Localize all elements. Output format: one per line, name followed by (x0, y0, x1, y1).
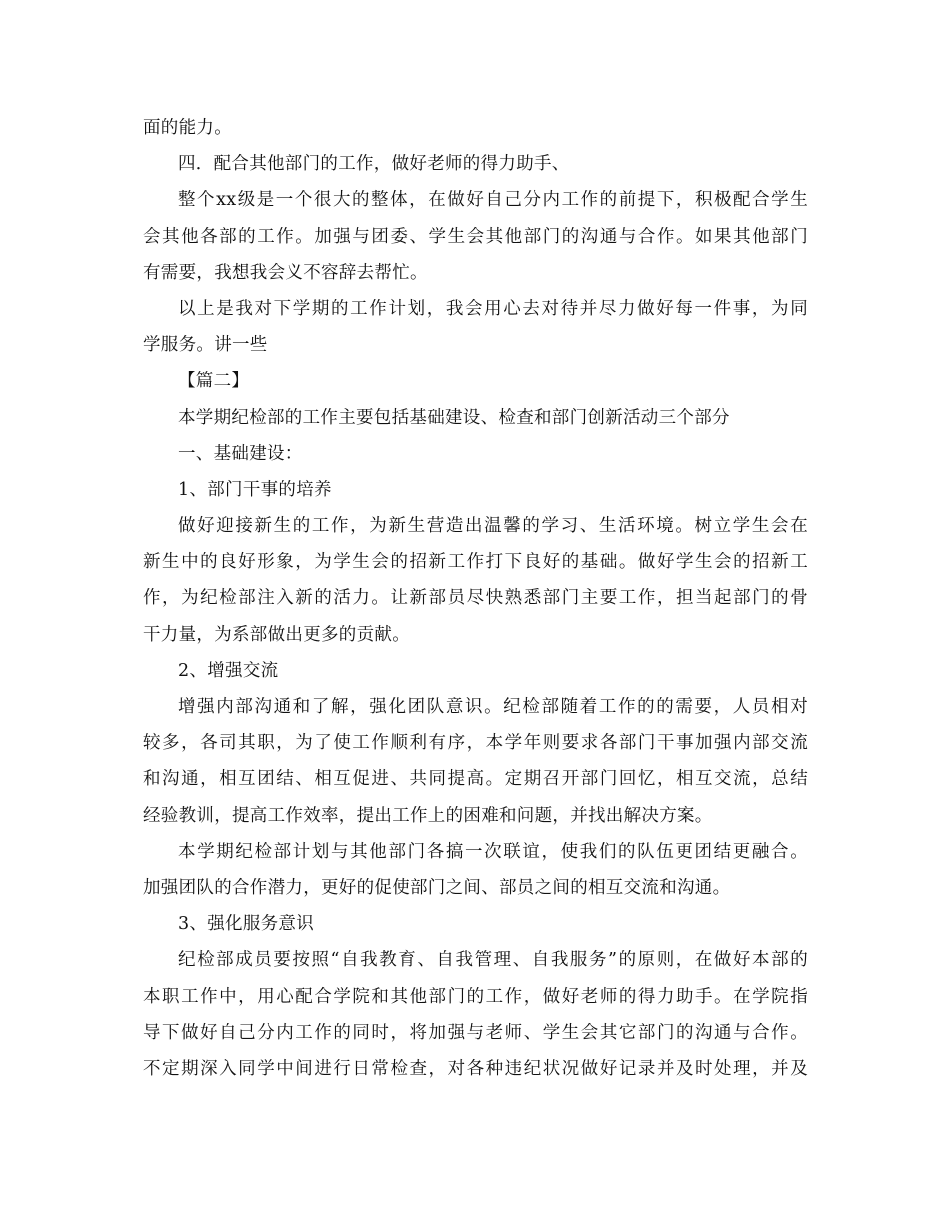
document-body (143, 110, 808, 1087)
text-line: 本学期纪检部的工作主要包括基础建设、检查和部门创新活动三个部分 (178, 407, 730, 428)
text-line: 会其他各部的工作。加强与团委、学生会其他部门的沟通与合作。如果其他部门 (143, 226, 808, 247)
text-line: 不定期深入同学中间进行日常检查，对各种违纪状况做好记录并及时处理，并及 (143, 1058, 808, 1079)
text-line: 3、强化服务意识 (178, 914, 315, 935)
text-line: 干力量，为系部做出更多的贡献。 (143, 624, 410, 645)
text-line: 1、部门干事的培养 (178, 479, 332, 500)
text-line: 和沟通，相互团结、相互促进、共同提高。定期召开部门回忆，相互交流，总结 (143, 769, 808, 790)
text-line: 学服务。讲一些 (143, 335, 268, 356)
text-line: 纪检部成员要按照“自我教育、自我管理、自我服务”的原则，在做好本部的 (178, 950, 808, 971)
text-line: 新生中的良好形象，为学生会的招新工作打下良好的基础。做好学生会的招新工 (143, 552, 808, 573)
text-line: 2、增强交流 (178, 660, 279, 681)
text-line: 本学期纪检部计划与其他部门各搞一次联谊，使我们的队伍更团结更融合。 (178, 841, 808, 862)
text-line: 做好迎接新生的工作，为新生营造出温馨的学习、生活环境。树立学生会在 (178, 516, 808, 537)
text-line: 四．配合其他部门的工作，做好老师的得力助手、 (178, 154, 570, 175)
text-line: 有需要，我想我会义不容辞去帮忙。 (143, 262, 428, 283)
text-line: 整个xx级是一个很大的整体，在做好自己分内工作的前提下，积极配合学生 (178, 190, 808, 211)
text-line: 以上是我对下学期的工作计划，我会用心去对待并尽力做好每一件事，为同 (178, 298, 808, 319)
text-line: 增强内部沟通和了解，强化团队意识。纪检部随着工作的的需要，人员相对 (178, 697, 808, 717)
text-line: 经验教训，提高工作效率，提出工作上的困难和问题，并找出解决方案。 (143, 805, 713, 826)
text-line: 加强团队的合作潜力，更好的促使部门之间、部员之间的相互交流和沟通。 (143, 877, 731, 898)
text-line: 面的能力。 (143, 118, 232, 138)
text-line: 导下做好自己分内工作的同时，将加强与老师、学生会其它部门的沟通与合作。 (143, 1022, 808, 1043)
text-line: 本职工作中，用心配合学院和其他部门的工作，做好老师的得力助手。在学院指 (143, 986, 808, 1007)
text-line: 作，为纪检部注入新的活力。让新部员尽快熟悉部门主要工作，担当起部门的骨 (143, 588, 808, 609)
text-line: 一、基础建设： (178, 443, 303, 464)
text-line: 较多，各司其职，为了使工作顺利有序，本学年则要求各部门干事加强内部交流 (143, 733, 808, 754)
text-line: 【篇二】 (178, 371, 250, 392)
